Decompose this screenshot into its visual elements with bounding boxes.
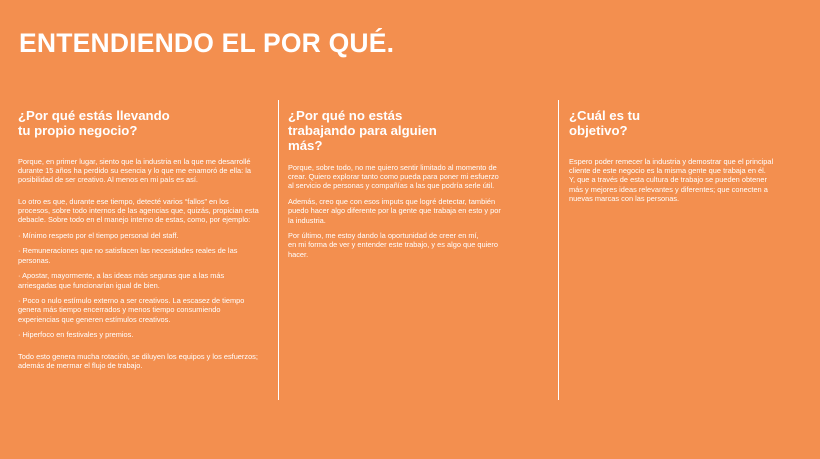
column-heading: ¿Por qué estás llevando tu propio negocio? [18, 108, 170, 138]
column-own-business [18, 108, 268, 376]
paragraph: Por último, me estoy dando la oportunidad de creer en mí, en mi forma de ver y entender este trabajo, y es algo que quiero hacer. [288, 231, 498, 259]
bullet-item: · Hiperfoco en festivales y premios. [18, 330, 134, 340]
paragraph: Lo otro es que, durante ese tiempo, detecté varios “fallos” en los procesos, sobre todo internos de las agencias que, quizás, propician esta debacle. Sobre todo en el manejo interno de estas, como, por ejemplo: [18, 196, 259, 225]
paragraph: Porque, en primer lugar, siento que la industria en la que me desarrollé durante 15 años ha perdido su esencia y lo que me enamoró de ella: la posibilidad de ser creativo. Al menos en mi país es así. [18, 157, 251, 185]
column-not-working-for-others [288, 108, 543, 265]
page-title: ENTENDIENDO EL POR QUÉ. [19, 28, 395, 58]
bullet-item: · Apostar, mayormente, a las ideas más seguras que a las más arriesgadas que funcionarían igual de bien. [18, 271, 225, 290]
bullet-item: · Poco o nulo estímulo externo a ser creativos. La escasez de tiempo genera más tiempo encerrados y menos tiempo consumiendo experiencias que generen estímulos creativos. [18, 296, 245, 324]
paragraph: Además, creo que con esos imputs que logré detectar, también puedo hacer algo diferente por la gente que trabaja en esto y por la industria. [288, 197, 501, 225]
paragraph: Espero poder remecer la industria y demostrar que el principal cliente de este negocio es la misma gente que trabaja en él. Y, que a través de esta cultura de trabajo se pueden obtener más y mejores ideas relevantes y diferentes; que conecten a nuevas marcas con las personas. [569, 157, 774, 203]
paragraph: Todo esto genera mucha rotación, se diluyen los equipos y los esfuerzos; además de mermar el flujo de trabajo. [18, 351, 258, 370]
bullet-item: · Remuneraciones que no satisfacen las necesidades reales de las personas. [18, 246, 238, 265]
column-heading: ¿Cuál es tu objetivo? [569, 108, 641, 138]
column-divider [558, 100, 559, 400]
column-heading: ¿Por qué no estás trabajando para alguien más? [288, 108, 437, 153]
column-objective [569, 108, 811, 210]
bullet-item: · Mínimo respeto por el tiempo personal del staff. [18, 230, 179, 240]
column-divider [278, 100, 279, 400]
paragraph: Porque, sobre todo, no me quiero sentir limitado al momento de crear. Quiero explorar tanto como pueda para poner mi esfuerzo al servicio de personas y compañías a las que podría serle útil. [288, 163, 499, 191]
